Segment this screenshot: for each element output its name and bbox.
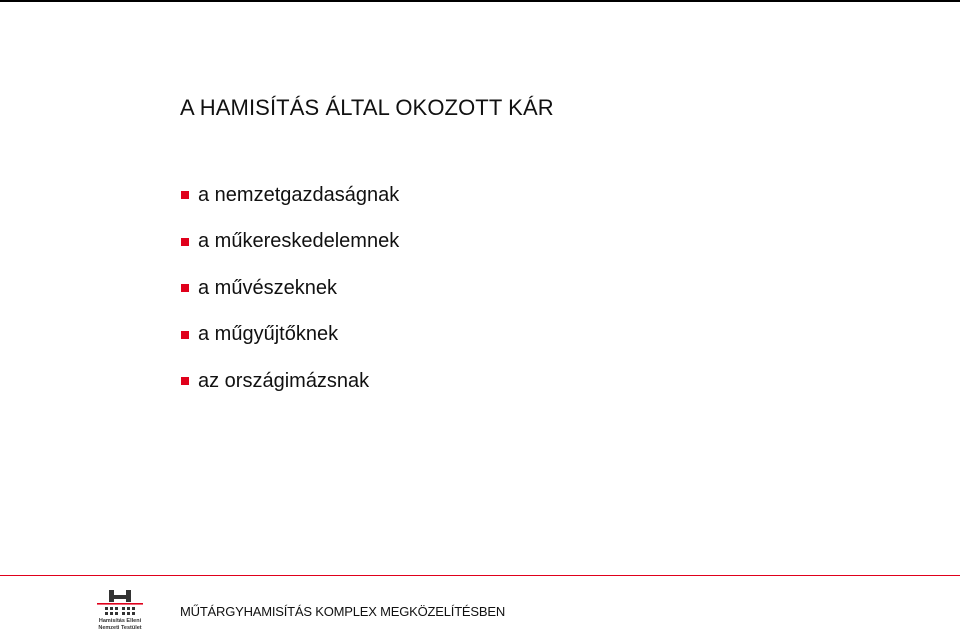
footer-title: MŰTÁRGYHAMISÍTÁS KOMPLEX MEGKÖZELÍTÉSBEN (180, 604, 506, 619)
list-item (181, 265, 399, 312)
logo-caption-line: Hamisítás Elleni (98, 618, 142, 624)
bullet-text: a műgyűjtőknek (198, 323, 339, 346)
bullet-text: az országimázsnak (198, 369, 370, 392)
logo-caption-line: Nemzeti Testület (98, 625, 142, 631)
bullet-text: a műkereskedelemnek (198, 230, 400, 253)
list-item (181, 358, 399, 405)
hent-logo-icon (95, 588, 145, 618)
bullet-text: a nemzetgazdaságnak (198, 183, 400, 206)
red-square-bullet-icon (181, 284, 189, 292)
red-square-bullet-icon (181, 331, 189, 339)
bullet-list (181, 172, 399, 405)
red-square-bullet-icon (181, 191, 189, 199)
red-square-bullet-icon (181, 238, 189, 246)
red-square-bullet-icon (181, 377, 189, 385)
top-border (0, 0, 960, 2)
logo-caption (90, 618, 150, 632)
list-item (181, 219, 399, 266)
list-item (181, 312, 399, 359)
footer-divider (0, 575, 960, 576)
footer-logo (90, 588, 150, 632)
list-item (181, 172, 399, 219)
bullet-text: a művészeknek (198, 276, 337, 299)
slide-title: A HAMISÍTÁS ÁLTAL OKOZOTT KÁR (180, 95, 554, 120)
